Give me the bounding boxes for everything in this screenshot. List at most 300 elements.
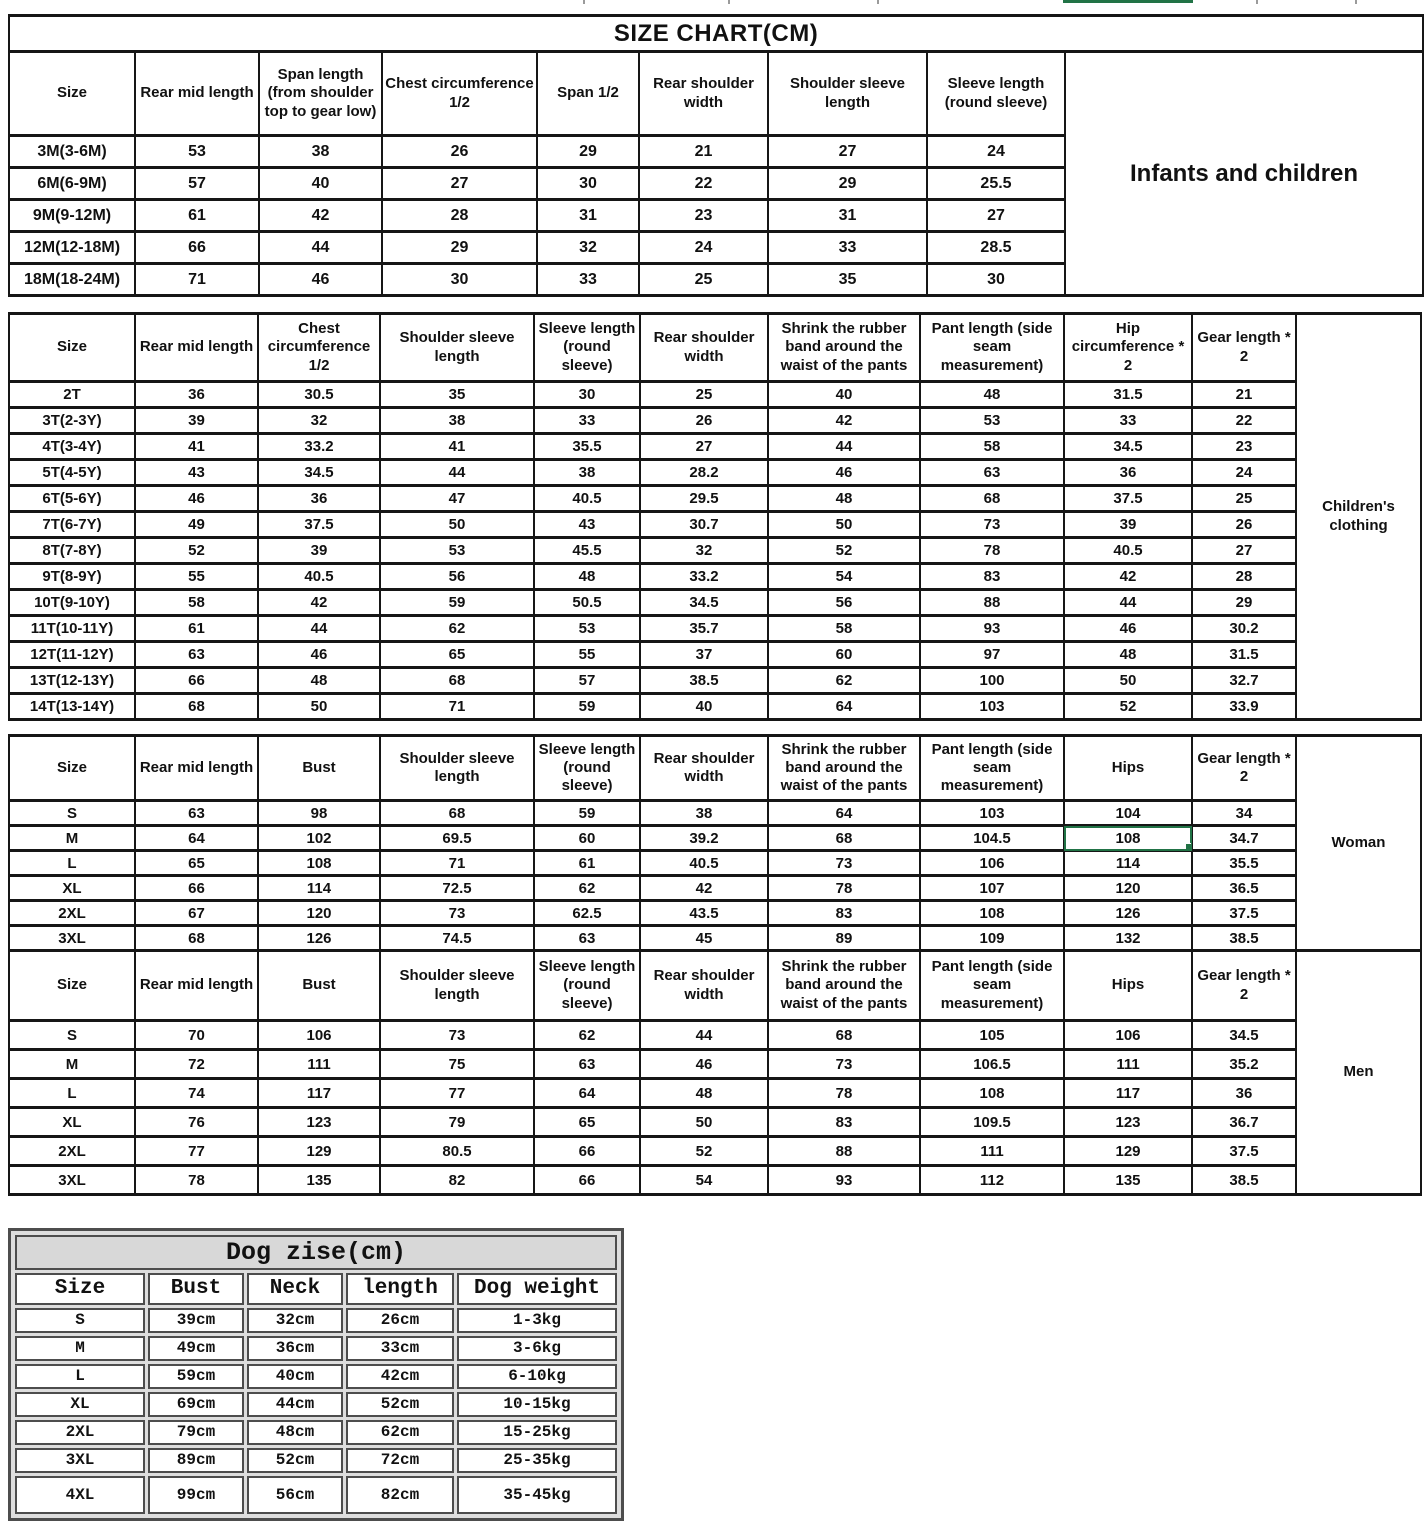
table-cell: 32 bbox=[258, 408, 380, 434]
table-cell: 60 bbox=[768, 642, 920, 668]
table-cell: 58 bbox=[768, 616, 920, 642]
table-cell: 29 bbox=[768, 168, 927, 200]
table-cell: 27 bbox=[1192, 538, 1296, 564]
table-cell: 83 bbox=[768, 901, 920, 926]
table-cell: 36 bbox=[1192, 1079, 1296, 1108]
men-label: Men bbox=[1296, 951, 1421, 1195]
table-cell: 129 bbox=[258, 1137, 380, 1166]
table-cell: 28.5 bbox=[927, 232, 1065, 264]
table-cell: 31 bbox=[768, 200, 927, 232]
table-cell: 111 bbox=[1064, 1050, 1192, 1079]
table-row bbox=[9, 901, 1421, 926]
table-cell: 105 bbox=[920, 1021, 1064, 1050]
table-cell: 43 bbox=[135, 460, 258, 486]
table-cell: 34.5 bbox=[1192, 1021, 1296, 1050]
row-label: 3T(2-3Y) bbox=[9, 408, 135, 434]
table-cell: 77 bbox=[380, 1079, 534, 1108]
table-cell: 117 bbox=[258, 1079, 380, 1108]
table-cell: 52cm bbox=[247, 1448, 343, 1473]
childrens-clothing-label: Children's clothing bbox=[1296, 314, 1421, 720]
table-row bbox=[15, 1308, 617, 1333]
table-cell: 37 bbox=[640, 642, 768, 668]
row-label: 2XL bbox=[9, 1137, 135, 1166]
table-cell: 129 bbox=[1064, 1137, 1192, 1166]
table-cell: 33 bbox=[1064, 408, 1192, 434]
table-cell: 83 bbox=[768, 1108, 920, 1137]
table-cell: 76 bbox=[135, 1108, 258, 1137]
row-label: 10T(9-10Y) bbox=[9, 590, 135, 616]
table-cell: 55 bbox=[534, 642, 640, 668]
table-cell: 25.5 bbox=[927, 168, 1065, 200]
table-row bbox=[15, 1392, 617, 1417]
column-header: Span length (from shoulder top to gear low) bbox=[259, 52, 382, 136]
table-cell: 63 bbox=[135, 642, 258, 668]
table-cell: 42 bbox=[258, 590, 380, 616]
table-cell: 28 bbox=[382, 200, 537, 232]
table-cell: 62 bbox=[534, 1021, 640, 1050]
table-cell: 31.5 bbox=[1192, 642, 1296, 668]
table-row bbox=[9, 538, 1421, 564]
row-label: L bbox=[15, 1364, 145, 1389]
table-cell: 66 bbox=[534, 1137, 640, 1166]
column-header: Sleeve length (round sleeve) bbox=[927, 52, 1065, 136]
table-cell: 56cm bbox=[247, 1476, 343, 1514]
table-row bbox=[9, 1108, 1421, 1137]
table-cell: 60 bbox=[534, 826, 640, 851]
table-cell: 49cm bbox=[148, 1336, 244, 1361]
men-size-table-section bbox=[8, 949, 1420, 1196]
table-cell: 43 bbox=[534, 512, 640, 538]
table-cell: 50 bbox=[1064, 668, 1192, 694]
table-cell: 40 bbox=[640, 694, 768, 720]
table-row bbox=[9, 801, 1421, 826]
table-cell: 106 bbox=[920, 851, 1064, 876]
table-cell: 25 bbox=[1192, 486, 1296, 512]
row-label: 2T bbox=[9, 382, 135, 408]
woman-table-header-row bbox=[9, 736, 1421, 801]
grid-tick bbox=[728, 0, 730, 4]
table-cell: 108 bbox=[258, 851, 380, 876]
table-cell: 40 bbox=[768, 382, 920, 408]
table-cell: 135 bbox=[258, 1166, 380, 1195]
table-cell: 107 bbox=[920, 876, 1064, 901]
table-cell: 71 bbox=[380, 694, 534, 720]
table-cell: 48 bbox=[768, 486, 920, 512]
column-header: Sleeve length (round sleeve) bbox=[534, 951, 640, 1021]
column-header: Shrink the rubber band around the waist of the pants bbox=[768, 314, 920, 382]
table-cell: 46 bbox=[135, 486, 258, 512]
table-cell: 34 bbox=[1192, 801, 1296, 826]
table-cell: 26 bbox=[1192, 512, 1296, 538]
table-cell: 42 bbox=[640, 876, 768, 901]
column-header: Hip circumference * 2 bbox=[1064, 314, 1192, 382]
column-header: Shoulder sleeve length bbox=[380, 314, 534, 382]
row-label: 9M(9-12M) bbox=[9, 200, 135, 232]
table-cell: 39 bbox=[1064, 512, 1192, 538]
table-cell: 42cm bbox=[346, 1364, 454, 1389]
table-cell: 42 bbox=[259, 200, 382, 232]
table-cell: 78 bbox=[768, 876, 920, 901]
table-cell: 63 bbox=[920, 460, 1064, 486]
row-label: 14T(13-14Y) bbox=[9, 694, 135, 720]
table-cell: 30.5 bbox=[258, 382, 380, 408]
table-row bbox=[9, 616, 1421, 642]
table-cell: 63 bbox=[534, 1050, 640, 1079]
column-header: Rear mid length bbox=[135, 951, 258, 1021]
dog-table-title-row bbox=[15, 1235, 617, 1270]
woman-label: Woman bbox=[1296, 736, 1421, 951]
table-cell: 114 bbox=[1064, 851, 1192, 876]
table-cell: 24 bbox=[639, 232, 768, 264]
table-cell: 37.5 bbox=[1192, 901, 1296, 926]
table-cell: 39 bbox=[135, 408, 258, 434]
table-cell: 52cm bbox=[346, 1392, 454, 1417]
table-cell: 32 bbox=[640, 538, 768, 564]
table-cell: 59 bbox=[534, 694, 640, 720]
size-chart-title: SIZE CHART(CM) bbox=[9, 16, 1423, 52]
row-label: S bbox=[15, 1308, 145, 1333]
children-size-table-section bbox=[8, 312, 1420, 721]
table-cell: 29 bbox=[382, 232, 537, 264]
table-cell: 71 bbox=[380, 851, 534, 876]
table-cell: 68 bbox=[135, 926, 258, 951]
table-cell: 80.5 bbox=[380, 1137, 534, 1166]
table-cell: 28.2 bbox=[640, 460, 768, 486]
table-cell: 108 bbox=[1064, 826, 1192, 851]
table-cell: 123 bbox=[1064, 1108, 1192, 1137]
table-cell: 48 bbox=[1064, 642, 1192, 668]
table-cell: 64 bbox=[534, 1079, 640, 1108]
table-cell: 22 bbox=[1192, 408, 1296, 434]
table-cell: 46 bbox=[259, 264, 382, 296]
table-row bbox=[9, 1050, 1421, 1079]
row-label: 9T(8-9Y) bbox=[9, 564, 135, 590]
men-size-table bbox=[8, 949, 1422, 1196]
table-cell: 24 bbox=[1192, 460, 1296, 486]
men-table-header-row bbox=[9, 951, 1421, 1021]
table-cell: 57 bbox=[534, 668, 640, 694]
column-header: Span 1/2 bbox=[537, 52, 639, 136]
table-row bbox=[9, 408, 1421, 434]
table-cell: 65 bbox=[534, 1108, 640, 1137]
table-cell: 23 bbox=[639, 200, 768, 232]
table-cell: 73 bbox=[768, 851, 920, 876]
table-cell: 40.5 bbox=[534, 486, 640, 512]
table-row bbox=[9, 642, 1421, 668]
table-cell: 62.5 bbox=[534, 901, 640, 926]
table-cell: 65 bbox=[380, 642, 534, 668]
column-header: Shrink the rubber band around the waist of the pants bbox=[768, 951, 920, 1021]
table-cell: 53 bbox=[135, 136, 259, 168]
table-cell: 35-45kg bbox=[457, 1476, 617, 1514]
grid-tick bbox=[1355, 0, 1357, 4]
table-cell: 50 bbox=[258, 694, 380, 720]
table-cell: 33 bbox=[537, 264, 639, 296]
row-label: 13T(12-13Y) bbox=[9, 668, 135, 694]
table-cell: 72.5 bbox=[380, 876, 534, 901]
table-cell: 68 bbox=[920, 486, 1064, 512]
table-cell: 63 bbox=[135, 801, 258, 826]
table-cell: 112 bbox=[920, 1166, 1064, 1195]
table-cell: 35.5 bbox=[1192, 851, 1296, 876]
table-cell: 35 bbox=[380, 382, 534, 408]
table-cell: 32 bbox=[537, 232, 639, 264]
table-cell: 46 bbox=[258, 642, 380, 668]
column-header: Chest circumference 1/2 bbox=[382, 52, 537, 136]
table-cell: 50 bbox=[640, 1108, 768, 1137]
table-cell: 25 bbox=[640, 382, 768, 408]
row-label: M bbox=[15, 1336, 145, 1361]
table-cell: 33cm bbox=[346, 1336, 454, 1361]
infants-and-children-label: Infants and children bbox=[1065, 52, 1423, 296]
table-cell: 52 bbox=[135, 538, 258, 564]
table-cell: 42 bbox=[768, 408, 920, 434]
table-cell: 39.2 bbox=[640, 826, 768, 851]
table-cell: 27 bbox=[927, 200, 1065, 232]
table-cell: 103 bbox=[920, 801, 1064, 826]
table-cell: 3-6kg bbox=[457, 1336, 617, 1361]
table-cell: 68 bbox=[768, 1021, 920, 1050]
table-cell: 56 bbox=[380, 564, 534, 590]
table-cell: 98 bbox=[258, 801, 380, 826]
table-cell: 72cm bbox=[346, 1448, 454, 1473]
infant-table-header-row bbox=[9, 52, 1423, 136]
table-cell: 78 bbox=[768, 1079, 920, 1108]
table-cell: 40.5 bbox=[640, 851, 768, 876]
children-table-header-row bbox=[9, 314, 1421, 382]
table-cell: 33.9 bbox=[1192, 694, 1296, 720]
table-cell: 44 bbox=[1064, 590, 1192, 616]
table-row bbox=[9, 564, 1421, 590]
table-cell: 58 bbox=[920, 434, 1064, 460]
table-cell: 38 bbox=[259, 136, 382, 168]
row-label: L bbox=[9, 1079, 135, 1108]
table-cell: 55 bbox=[135, 564, 258, 590]
dog-table-title: Dog zise(cm) bbox=[15, 1235, 617, 1270]
table-cell: 6-10kg bbox=[457, 1364, 617, 1389]
table-row bbox=[9, 926, 1421, 951]
table-cell: 34.5 bbox=[640, 590, 768, 616]
row-label: 6T(5-6Y) bbox=[9, 486, 135, 512]
table-cell: 35.2 bbox=[1192, 1050, 1296, 1079]
table-row bbox=[15, 1476, 617, 1514]
grid-tick bbox=[583, 0, 585, 4]
table-cell: 33 bbox=[768, 232, 927, 264]
table-cell: 32.7 bbox=[1192, 668, 1296, 694]
table-cell: 48cm bbox=[247, 1420, 343, 1445]
table-cell: 50 bbox=[380, 512, 534, 538]
column-header: Shoulder sleeve length bbox=[768, 52, 927, 136]
row-label: M bbox=[9, 1050, 135, 1079]
infant-size-table-section bbox=[8, 14, 1422, 297]
row-label: XL bbox=[15, 1392, 145, 1417]
table-cell: 21 bbox=[1192, 382, 1296, 408]
table-cell: 71 bbox=[135, 264, 259, 296]
table-cell: 30 bbox=[537, 168, 639, 200]
table-cell: 48 bbox=[534, 564, 640, 590]
table-cell: 82 bbox=[380, 1166, 534, 1195]
table-cell: 66 bbox=[135, 876, 258, 901]
table-cell: 28 bbox=[1192, 564, 1296, 590]
column-header: Size bbox=[9, 314, 135, 382]
table-cell: 40 bbox=[259, 168, 382, 200]
table-cell: 30 bbox=[534, 382, 640, 408]
table-cell: 62 bbox=[380, 616, 534, 642]
table-cell: 97 bbox=[920, 642, 1064, 668]
table-cell: 44 bbox=[380, 460, 534, 486]
table-cell: 48 bbox=[640, 1079, 768, 1108]
table-cell: 10-15kg bbox=[457, 1392, 617, 1417]
table-cell: 93 bbox=[768, 1166, 920, 1195]
column-header: Chest circumference 1/2 bbox=[258, 314, 380, 382]
table-cell: 52 bbox=[768, 538, 920, 564]
table-cell: 44cm bbox=[247, 1392, 343, 1417]
grid-tick bbox=[1256, 0, 1258, 4]
table-cell: 40.5 bbox=[258, 564, 380, 590]
table-cell: 45.5 bbox=[534, 538, 640, 564]
table-cell: 69cm bbox=[148, 1392, 244, 1417]
table-row bbox=[9, 590, 1421, 616]
table-cell: 108 bbox=[920, 1079, 1064, 1108]
table-cell: 68 bbox=[380, 668, 534, 694]
table-row bbox=[9, 876, 1421, 901]
table-cell: 104 bbox=[1064, 801, 1192, 826]
table-cell: 36.5 bbox=[1192, 876, 1296, 901]
table-cell: 48 bbox=[920, 382, 1064, 408]
table-cell: 106.5 bbox=[920, 1050, 1064, 1079]
row-label: 3XL bbox=[9, 926, 135, 951]
column-header: Rear shoulder width bbox=[640, 951, 768, 1021]
table-cell: 41 bbox=[135, 434, 258, 460]
table-cell: 26 bbox=[640, 408, 768, 434]
table-cell: 103 bbox=[920, 694, 1064, 720]
table-cell: 29 bbox=[1192, 590, 1296, 616]
table-cell: 69.5 bbox=[380, 826, 534, 851]
table-cell: 63 bbox=[534, 926, 640, 951]
row-label: 5T(4-5Y) bbox=[9, 460, 135, 486]
table-cell: 75 bbox=[380, 1050, 534, 1079]
table-cell: 54 bbox=[768, 564, 920, 590]
table-cell: 77 bbox=[135, 1137, 258, 1166]
column-header: Pant length (side seam measurement) bbox=[920, 736, 1064, 801]
table-cell: 44 bbox=[768, 434, 920, 460]
table-cell: 108 bbox=[920, 901, 1064, 926]
table-cell: 24 bbox=[927, 136, 1065, 168]
table-cell: 31 bbox=[537, 200, 639, 232]
table-cell: 32cm bbox=[247, 1308, 343, 1333]
selected-column-indicator bbox=[1063, 0, 1193, 3]
table-cell: 27 bbox=[768, 136, 927, 168]
row-label: 3XL bbox=[9, 1166, 135, 1195]
table-cell: 49 bbox=[135, 512, 258, 538]
table-cell: 35 bbox=[768, 264, 927, 296]
table-cell: 50 bbox=[768, 512, 920, 538]
table-row bbox=[9, 382, 1421, 408]
table-cell: 88 bbox=[768, 1137, 920, 1166]
table-row bbox=[9, 694, 1421, 720]
table-cell: 56 bbox=[768, 590, 920, 616]
table-cell: 62cm bbox=[346, 1420, 454, 1445]
table-cell: 59 bbox=[534, 801, 640, 826]
column-header: Gear length * 2 bbox=[1192, 736, 1296, 801]
table-cell: 135 bbox=[1064, 1166, 1192, 1195]
woman-size-table bbox=[8, 734, 1422, 952]
table-cell: 33.2 bbox=[640, 564, 768, 590]
column-header: Rear mid length bbox=[135, 52, 259, 136]
table-cell: 41 bbox=[380, 434, 534, 460]
table-row bbox=[9, 668, 1421, 694]
table-cell: 61 bbox=[135, 616, 258, 642]
row-label: S bbox=[9, 1021, 135, 1050]
table-cell: 36 bbox=[135, 382, 258, 408]
row-label: 4XL bbox=[15, 1476, 145, 1514]
table-cell: 22 bbox=[639, 168, 768, 200]
column-header: Size bbox=[9, 736, 135, 801]
table-cell: 120 bbox=[258, 901, 380, 926]
table-cell: 74.5 bbox=[380, 926, 534, 951]
table-cell: 74 bbox=[135, 1079, 258, 1108]
row-label: 2XL bbox=[15, 1420, 145, 1445]
table-cell: 30.2 bbox=[1192, 616, 1296, 642]
table-row bbox=[9, 512, 1421, 538]
table-cell: 54 bbox=[640, 1166, 768, 1195]
column-header: Hips bbox=[1064, 736, 1192, 801]
row-label: 12T(11-12Y) bbox=[9, 642, 135, 668]
table-cell: 37.5 bbox=[1064, 486, 1192, 512]
table-cell: 31.5 bbox=[1064, 382, 1192, 408]
table-cell: 35.5 bbox=[534, 434, 640, 460]
table-cell: 78 bbox=[920, 538, 1064, 564]
table-cell: 53 bbox=[920, 408, 1064, 434]
table-cell: 44 bbox=[640, 1021, 768, 1050]
column-header: Hips bbox=[1064, 951, 1192, 1021]
table-row bbox=[9, 1079, 1421, 1108]
table-cell: 64 bbox=[768, 801, 920, 826]
table-cell: 93 bbox=[920, 616, 1064, 642]
table-cell: 82cm bbox=[346, 1476, 454, 1514]
column-header: Pant length (side seam measurement) bbox=[920, 314, 1064, 382]
table-cell: 70 bbox=[135, 1021, 258, 1050]
table-cell: 52 bbox=[1064, 694, 1192, 720]
row-label: XL bbox=[9, 1108, 135, 1137]
table-cell: 61 bbox=[135, 200, 259, 232]
table-row bbox=[15, 1448, 617, 1473]
dog-size-table-section bbox=[8, 1228, 624, 1526]
table-cell: 72 bbox=[135, 1050, 258, 1079]
table-cell: 132 bbox=[1064, 926, 1192, 951]
table-cell: 36 bbox=[258, 486, 380, 512]
table-cell: 109 bbox=[920, 926, 1064, 951]
column-header: Size bbox=[15, 1273, 145, 1305]
row-label: XL bbox=[9, 876, 135, 901]
table-cell: 33.2 bbox=[258, 434, 380, 460]
table-cell: 73 bbox=[768, 1050, 920, 1079]
table-cell: 36cm bbox=[247, 1336, 343, 1361]
table-cell: 37.5 bbox=[1192, 1137, 1296, 1166]
table-cell: 27 bbox=[640, 434, 768, 460]
table-cell: 64 bbox=[768, 694, 920, 720]
table-row bbox=[9, 1137, 1421, 1166]
table-cell: 29.5 bbox=[640, 486, 768, 512]
table-row bbox=[9, 460, 1421, 486]
table-row bbox=[15, 1420, 617, 1445]
table-cell: 30 bbox=[382, 264, 537, 296]
table-cell: 36 bbox=[1064, 460, 1192, 486]
table-cell: 37.5 bbox=[258, 512, 380, 538]
dog-table-frame bbox=[8, 1228, 624, 1521]
table-cell: 61 bbox=[534, 851, 640, 876]
table-cell: 117 bbox=[1064, 1079, 1192, 1108]
